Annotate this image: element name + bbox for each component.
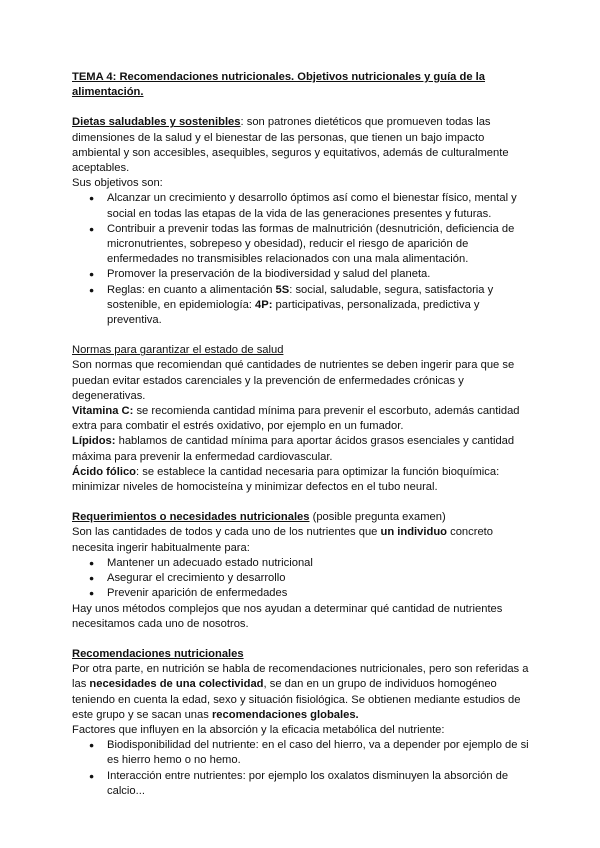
list-item: ● Prevenir aparición de enfermedades <box>107 586 534 601</box>
requerimientos-heading-line <box>72 510 534 525</box>
requerimientos-note: (posible pregunta examen) <box>309 511 446 524</box>
list-item: ● Asegurar el crecimiento y desarrollo <box>107 571 534 586</box>
factores-intro: Factores que influyen en la absorción y la eficacia metabólica del nutriente: <box>72 723 445 736</box>
list-item <box>107 283 534 329</box>
req-text2: concreto necesita ingerir habitualmente para: <box>72 526 494 554</box>
vitc-paragraph <box>72 404 534 434</box>
requerimientos-heading: Requerimientos o necesidades nutricionales <box>72 511 310 524</box>
factores-list <box>72 738 534 799</box>
list-item: ● Contribuir a prevenir todas las formas de malnutrición (desnutrición, deficiencia de micronutrientes, sobrepeso y obesidad), reducir el riesgo de aparición de enfermedades no transmisibles relacionados con una mala alimentación. <box>107 222 534 268</box>
rec-bold1: necesidades de una colectividad <box>89 678 264 691</box>
requerimientos-closing: Hay unos métodos complejos que nos ayudan a determinar qué cantidad de nutrientes necesitamos cada uno de nosotros. <box>72 602 503 630</box>
dietas-heading: Dietas saludables y sostenibles <box>72 116 241 129</box>
reglas-text: Reglas: en cuanto a alimentación <box>107 283 276 296</box>
folico-label: Ácido fólico <box>72 465 137 478</box>
objetivos-list <box>72 191 534 328</box>
list-item: ● Alcanzar un crecimiento y desarrollo óptimos así como el bienestar físico, mental y social en todas las etapas de la vida de las generaciones presentes y futuras. <box>107 191 534 221</box>
dietas-paragraph <box>72 115 534 176</box>
rec-text2: , se dan en un grupo de individuos homogéneo teniendo en cuenta la edad, sexo y situación fisiológica. Se obtienen mediante estudios de este grupo y se sacan unas <box>72 678 521 721</box>
objetivos-intro: Sus objetivos son: <box>72 177 163 190</box>
lipidos-paragraph <box>72 434 534 464</box>
requerimientos-text <box>72 525 534 555</box>
document-title: TEMA 4: Recomendaciones nutricionales. Objetivos nutricionales y guía de la alimentación. <box>72 71 486 99</box>
lipidos-label: Lípidos: <box>72 435 116 448</box>
vitc-text: se recomienda cantidad mínima para prevenir el escorbuto, además cantidad extra para combatir el estrés oxidativo, por ejemplo en un fumador. <box>72 405 520 433</box>
reglas-text3: participativas, personalizada, predictiva y preventiva. <box>107 298 480 327</box>
lipidos-text: hablamos de cantidad mínima para aportar ácidos grasos esenciales y cantidad máxima para prevenir la enfermedad cardiovascular. <box>72 435 515 463</box>
folico-paragraph <box>72 465 534 495</box>
list-item: ● Mantener un adecuado estado nutricional <box>107 556 534 571</box>
requerimientos-list <box>72 556 534 602</box>
reglas-5s: 5S <box>275 283 290 296</box>
reglas-4p: 4P: <box>255 298 273 311</box>
document-page <box>72 70 534 799</box>
folico-text: : se establece la cantidad necesaria para optimizar la función bioquímica: minimizar niveles de homocisteína y minimizar defectos en el tubo neural. <box>72 465 500 494</box>
reglas-text2: : social, saludable, segura, satisfactoria y sostenible, en epidemiología: <box>107 283 494 311</box>
recomendaciones-text <box>72 662 534 723</box>
req-text1: Son las cantidades de todos y cada uno de los nutrientes que <box>72 526 381 539</box>
rec-bold2: recomendaciones globales. <box>211 708 359 721</box>
list-item: ● Biodisponibilidad del nutriente: en el caso del hierro, va a depender por ejemplo de si es hierro hemo o no hemo. <box>107 738 534 768</box>
normas-text: Son normas que recomiendan qué cantidades de nutrientes se deben ingerir para que se puedan evitar estados carenciales y la prevención de enfermedades crónicas y degenerativas. <box>72 359 515 402</box>
dietas-text: : son patrones dietéticos que promueven todas las dimensiones de la salud y el bienestar de las personas, que tienen un bajo impacto ambiental y son accesibles, asequibles, seguros y equitativos, además de culturalmente aceptables. <box>72 116 509 175</box>
req-bold: un individuo <box>380 526 447 539</box>
list-item: ● Promover la preservación de la biodiversidad y salud del planeta. <box>107 267 534 282</box>
vitc-label: Vitamina C: <box>72 405 134 418</box>
rec-text1: Por otra parte, en nutrición se habla de recomendaciones nutricionales, pero son referidas a las <box>72 663 529 691</box>
recomendaciones-heading: Recomendaciones nutricionales <box>72 647 244 660</box>
normas-heading: Normas para garantizar el estado de salud <box>72 344 284 357</box>
list-item: ● Interacción entre nutrientes: por ejemplo los oxalatos disminuyen la absorción de calcio... <box>107 769 534 799</box>
